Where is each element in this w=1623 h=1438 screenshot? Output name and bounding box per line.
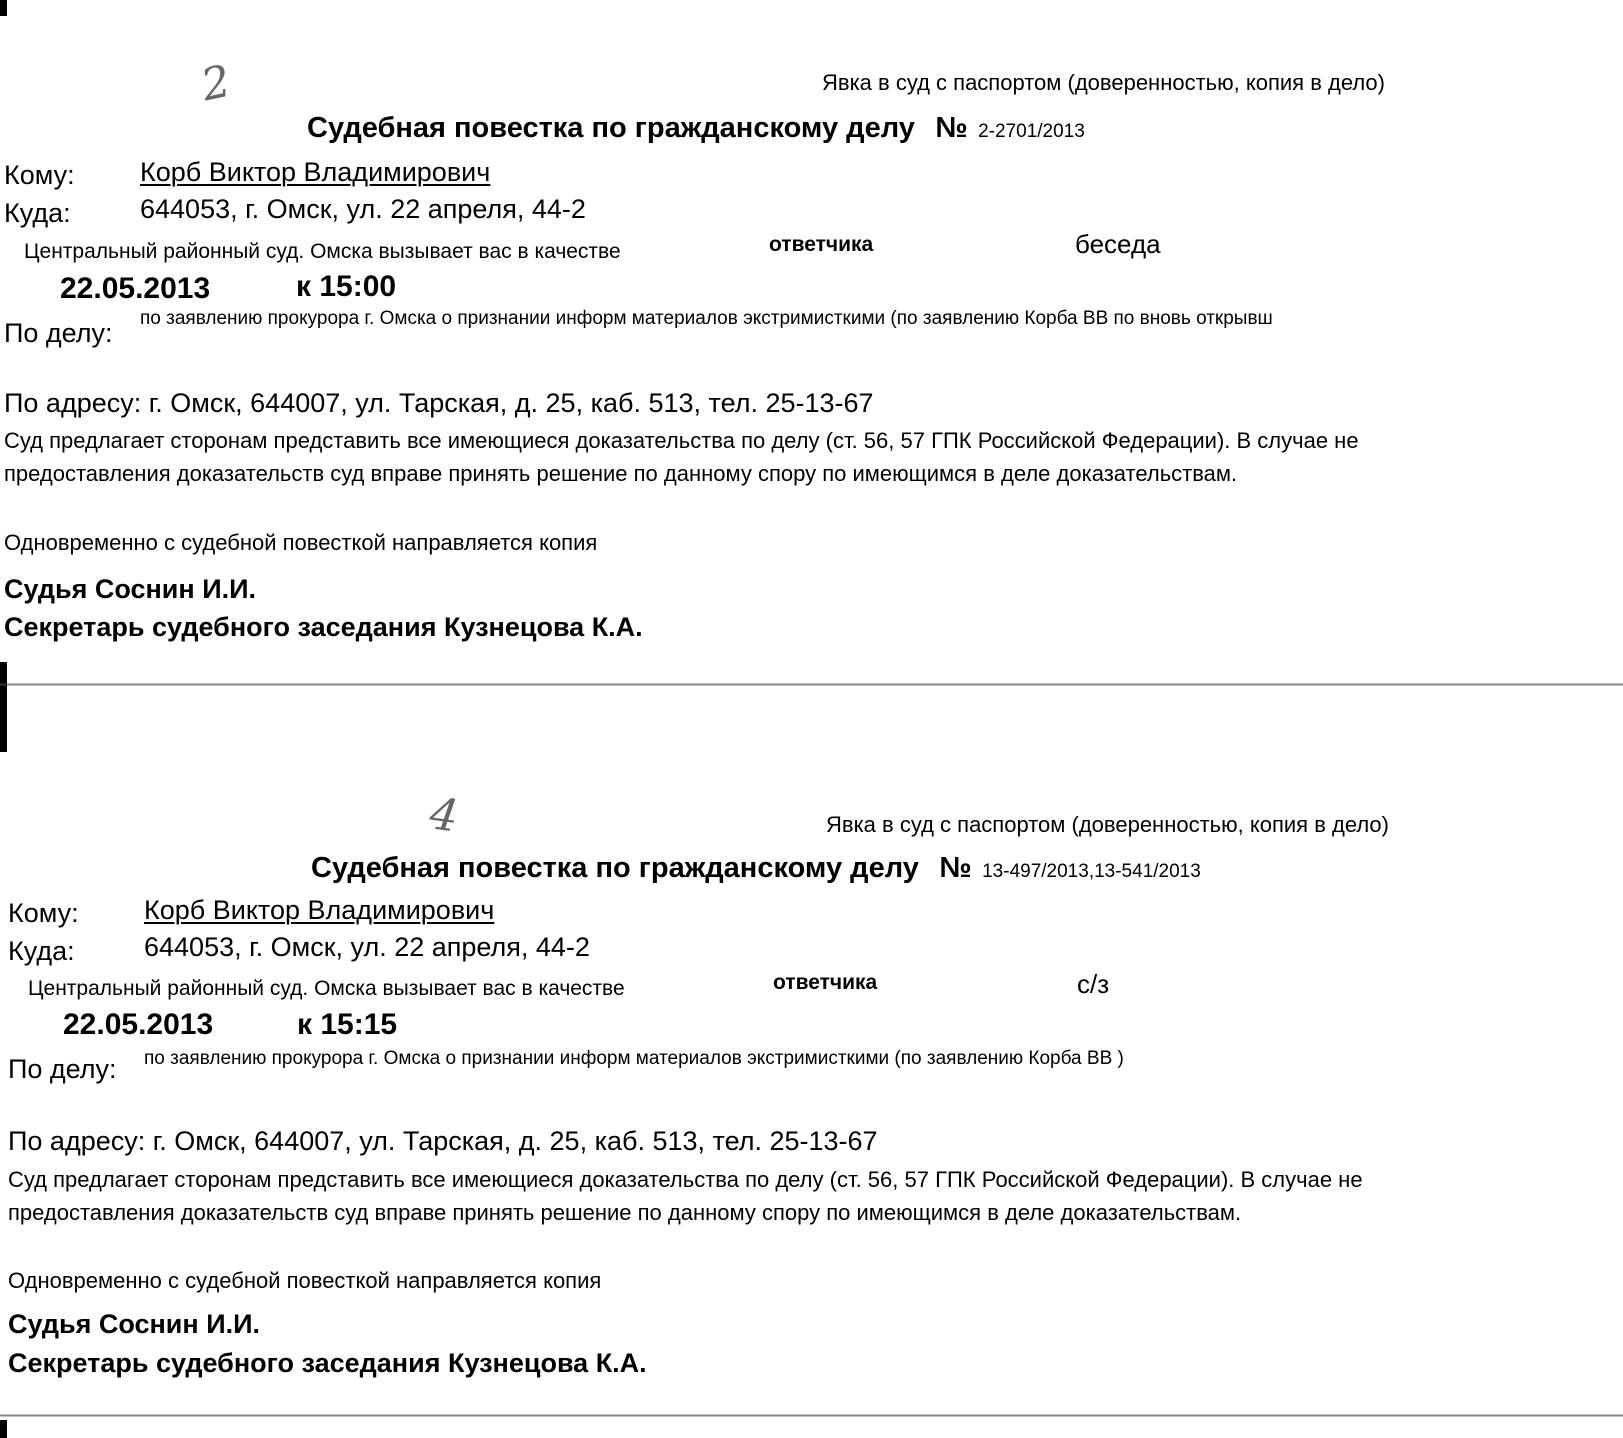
secretary-name: Секретарь судебного заседания Кузнецова К.А. xyxy=(4,612,643,642)
recipient-address: 644053, г. Омск, ул. 22 апреля, 44-2 xyxy=(140,194,586,224)
court-summons-line: Центральный районный суд. Омска вызывает вас в качестве xyxy=(28,977,625,1000)
case-number: 13-497/2013,13-541/2013 xyxy=(982,861,1201,882)
hearing-date: 22.05.2013 xyxy=(63,1008,214,1041)
recipient-name: Корб Виктор Владимирович xyxy=(144,895,495,925)
handwritten-mark: 2 xyxy=(197,55,235,112)
court-summons-line: Центральный районный суд. Омска вызывает вас в качестве xyxy=(24,240,621,263)
scan-edge-mark-bottom xyxy=(0,1420,7,1438)
case-description: по заявлению прокурора г. Омска о признании информ материалов экстримисткими (по заявлению Корба ВВ ) xyxy=(144,1048,1124,1069)
hearing-time: к 15:00 xyxy=(296,270,397,303)
party-role: ответчика xyxy=(773,971,878,994)
party-role: ответчика xyxy=(769,233,874,256)
hearing-type: беседа xyxy=(1075,229,1161,259)
secretary-name: Секретарь судебного заседания Кузнецова К.А. xyxy=(8,1348,647,1378)
case-number: 2-2701/2013 xyxy=(978,121,1085,142)
copy-note: Одновременно с судебной повесткой направляется копия xyxy=(8,1268,602,1293)
case-number-label: № xyxy=(939,852,972,884)
handwritten-mark: 4 xyxy=(426,788,462,843)
recipient-name: Корб Виктор Владимирович xyxy=(140,157,491,187)
appearance-note: Явка в суд с паспортом (доверенностью, копия в дело) xyxy=(826,812,1389,837)
address-label: Куда: xyxy=(4,198,71,228)
copy-note: Одновременно с судебной повесткой направляется копия xyxy=(4,530,598,555)
appearance-note: Явка в суд с паспортом (доверенностью, копия в дело) xyxy=(822,70,1385,95)
page-tear-divider xyxy=(0,683,1623,686)
judge-name: Судья Соснин И.И. xyxy=(4,574,257,604)
page-tear-divider xyxy=(0,1414,1623,1417)
court-address: По адресу: г. Омск, 644007, ул. Тарская, д. 25, каб. 513, тел. 25-13-67 xyxy=(4,388,874,418)
address-label: Куда: xyxy=(8,936,75,966)
hearing-time: к 15:15 xyxy=(297,1008,398,1041)
court-address: По адресу: г. Омск, 644007, ул. Тарская, д. 25, каб. 513, тел. 25-13-67 xyxy=(8,1126,878,1156)
case-number-label: № xyxy=(935,112,968,144)
summons-title-row xyxy=(311,852,1201,885)
case-label: По делу: xyxy=(8,1054,117,1084)
case-description: по заявлению прокурора г. Омска о признании информ материалов экстримисткими (по заявлению Корба ВВ по вновь открывш xyxy=(140,308,1273,329)
recipient-label: Кому: xyxy=(4,160,75,190)
summons-title: Судебная повестка по гражданскому делу xyxy=(311,852,919,884)
hearing-date: 22.05.2013 xyxy=(60,272,211,305)
scan-edge-mark-top xyxy=(0,0,7,16)
recipient-address: 644053, г. Омск, ул. 22 апреля, 44-2 xyxy=(144,932,590,962)
evidence-notice: Суд предлагает сторонам представить все имеющиеся доказательства по делу (ст. 56, 57 ГПК Российской Федерации). В случае не предоставления доказательств суд вправе принять решение по данному спору по имеющимся в деле доказательствам. xyxy=(8,1167,1363,1225)
judge-name: Судья Соснин И.И. xyxy=(8,1309,261,1339)
case-label: По делу: xyxy=(4,318,113,348)
summons-title: Судебная повестка по гражданскому делу xyxy=(307,112,915,144)
evidence-notice: Суд предлагает сторонам представить все имеющиеся доказательства по делу (ст. 56, 57 ГПК Российской Федерации). В случае не предоставления доказательств суд вправе принять решение по данному спору по имеющимся в деле доказательствам. xyxy=(4,428,1359,486)
scan-edge-mark-middle xyxy=(0,662,7,752)
recipient-label: Кому: xyxy=(8,898,79,928)
summons-title-row xyxy=(307,112,1085,145)
hearing-type: с/з xyxy=(1077,969,1110,999)
